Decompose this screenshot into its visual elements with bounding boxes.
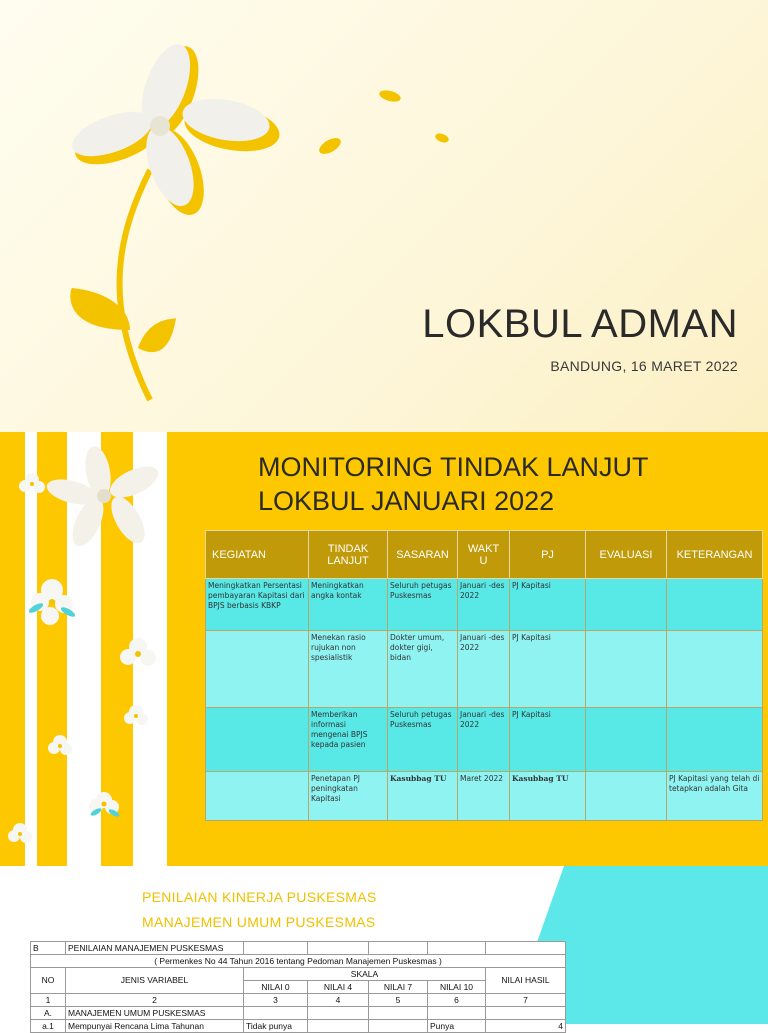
table-cell bbox=[244, 942, 308, 955]
table-cell: Seluruh petugas Puskesmas bbox=[388, 708, 458, 772]
table-cell: 2 bbox=[66, 994, 244, 1007]
table-cell bbox=[244, 1007, 308, 1020]
table-row bbox=[31, 955, 566, 968]
table-row bbox=[206, 772, 763, 821]
table-cell: PJ Kapitasi bbox=[510, 579, 586, 631]
table-cell: PJ Kapitasi yang telah di tetapkan adalah Gita bbox=[667, 772, 763, 821]
table-cell: 1 bbox=[31, 994, 66, 1007]
title-slide bbox=[0, 0, 768, 432]
heading-line-2: LOKBUL JANUARI 2022 bbox=[258, 486, 555, 516]
table-cell: NO bbox=[31, 968, 66, 994]
table-cell: a.1 bbox=[31, 1020, 66, 1033]
table-cell: Januari -des 2022 bbox=[458, 579, 510, 631]
table-row bbox=[206, 579, 763, 631]
assessment-slide bbox=[0, 866, 768, 1031]
table-cell: Punya bbox=[428, 1020, 486, 1033]
assessment-table bbox=[30, 941, 566, 1033]
table-row bbox=[206, 708, 763, 772]
table-cell bbox=[206, 631, 309, 708]
table-row bbox=[31, 968, 566, 981]
table-cell bbox=[308, 1007, 369, 1020]
table-cell bbox=[308, 942, 369, 955]
table-row bbox=[31, 1020, 566, 1033]
table-row bbox=[31, 1007, 566, 1020]
monitoring-heading bbox=[258, 450, 649, 518]
table-cell bbox=[586, 708, 667, 772]
table-cell: Meningkatkan Persentasi pembayaran Kapitasi dari BPJS berbasis KBKP bbox=[206, 579, 309, 631]
table-cell: A. bbox=[31, 1007, 66, 1020]
table-cell bbox=[586, 631, 667, 708]
table-cell: 6 bbox=[428, 994, 486, 1007]
header-evaluasi: EVALUASI bbox=[586, 531, 667, 579]
assessment-title-2: MANAJEMEN UMUM PUSKESMAS bbox=[142, 914, 376, 930]
table-cell bbox=[486, 942, 566, 955]
table-cell bbox=[428, 1007, 486, 1020]
table-cell: Mempunyai Rencana Lima Tahunan bbox=[66, 1020, 244, 1033]
heading-line-1: MONITORING TINDAK LANJUT bbox=[258, 452, 649, 482]
header-waktu: WAKT U bbox=[458, 531, 510, 579]
table-cell: 3 bbox=[244, 994, 308, 1007]
table-cell: Januari -des 2022 bbox=[458, 708, 510, 772]
header-pj: PJ bbox=[510, 531, 586, 579]
header-tindak-lanjut: TINDAK LANJUT bbox=[309, 531, 388, 579]
flower-illustration-icon bbox=[0, 0, 480, 432]
table-cell bbox=[667, 708, 763, 772]
table-cell bbox=[308, 1020, 369, 1033]
table-cell: Meningkatkan angka kontak bbox=[309, 579, 388, 631]
table-cell: Januari -des 2022 bbox=[458, 631, 510, 708]
table-row bbox=[31, 994, 566, 1007]
table-cell bbox=[428, 942, 486, 955]
table-cell: NILAI 10 bbox=[428, 981, 486, 994]
table-cell: NILAI 7 bbox=[369, 981, 428, 994]
table-cell: Maret 2022 bbox=[458, 772, 510, 821]
table-cell: Memberikan informasi mengenai BPJS kepada pasien bbox=[309, 708, 388, 772]
table-cell: PENILAIAN MANAJEMEN PUSKESMAS bbox=[66, 942, 244, 955]
table-cell: 4 bbox=[308, 994, 369, 1007]
table-cell: Penetapan PJ peningkatan Kapitasi bbox=[309, 772, 388, 821]
header-keterangan: KETERANGAN bbox=[667, 531, 763, 579]
slide-title: LOKBUL ADMAN bbox=[422, 302, 738, 346]
table-header-row bbox=[206, 531, 763, 579]
header-kegiatan: KEGIATAN bbox=[206, 531, 309, 579]
table-cell bbox=[369, 942, 428, 955]
table-cell bbox=[586, 579, 667, 631]
table-cell: SKALA bbox=[244, 968, 486, 981]
table-cell bbox=[206, 772, 309, 821]
table-row bbox=[31, 942, 566, 955]
table-cell: PJ Kapitasi bbox=[510, 631, 586, 708]
table-cell: NILAI 4 bbox=[308, 981, 369, 994]
flower-stripes-icon bbox=[0, 432, 205, 866]
table-cell: Tidak punya bbox=[244, 1020, 308, 1033]
monitoring-slide bbox=[0, 432, 768, 866]
table-cell: Seluruh petugas Puskesmas bbox=[388, 579, 458, 631]
table-cell: Dokter umum, dokter gigi, bidan bbox=[388, 631, 458, 708]
table-cell: MANAJEMEN UMUM PUSKESMAS bbox=[66, 1007, 244, 1020]
table-cell: 4 bbox=[486, 1020, 566, 1033]
table-cell: ( Permenkes No 44 Tahun 2016 tentang Pedoman Manajemen Puskesmas ) bbox=[31, 955, 566, 968]
table-cell: PJ Kapitasi bbox=[510, 708, 586, 772]
table-cell bbox=[369, 1020, 428, 1033]
header-sasaran: SASARAN bbox=[388, 531, 458, 579]
table-row bbox=[206, 631, 763, 708]
table-cell bbox=[586, 772, 667, 821]
slide-subtitle: BANDUNG, 16 MARET 2022 bbox=[550, 358, 738, 374]
monitoring-table bbox=[205, 530, 763, 821]
table-cell bbox=[667, 579, 763, 631]
table-cell: NILAI 0 bbox=[244, 981, 308, 994]
table-cell: NILAI HASIL bbox=[486, 968, 566, 994]
table-cell: Kasubbag TU bbox=[510, 772, 586, 821]
table-cell bbox=[369, 1007, 428, 1020]
table-cell: Menekan rasio rujukan non spesialistik bbox=[309, 631, 388, 708]
table-cell: JENIS VARIABEL bbox=[66, 968, 244, 994]
table-cell bbox=[667, 631, 763, 708]
table-cell bbox=[486, 1007, 566, 1020]
table-cell: 7 bbox=[486, 994, 566, 1007]
table-cell: 5 bbox=[369, 994, 428, 1007]
table-cell bbox=[206, 708, 309, 772]
table-cell: B bbox=[31, 942, 66, 955]
table-cell: Kasubbag TU bbox=[388, 772, 458, 821]
assessment-title-1: PENILAIAN KINERJA PUSKESMAS bbox=[142, 889, 377, 905]
